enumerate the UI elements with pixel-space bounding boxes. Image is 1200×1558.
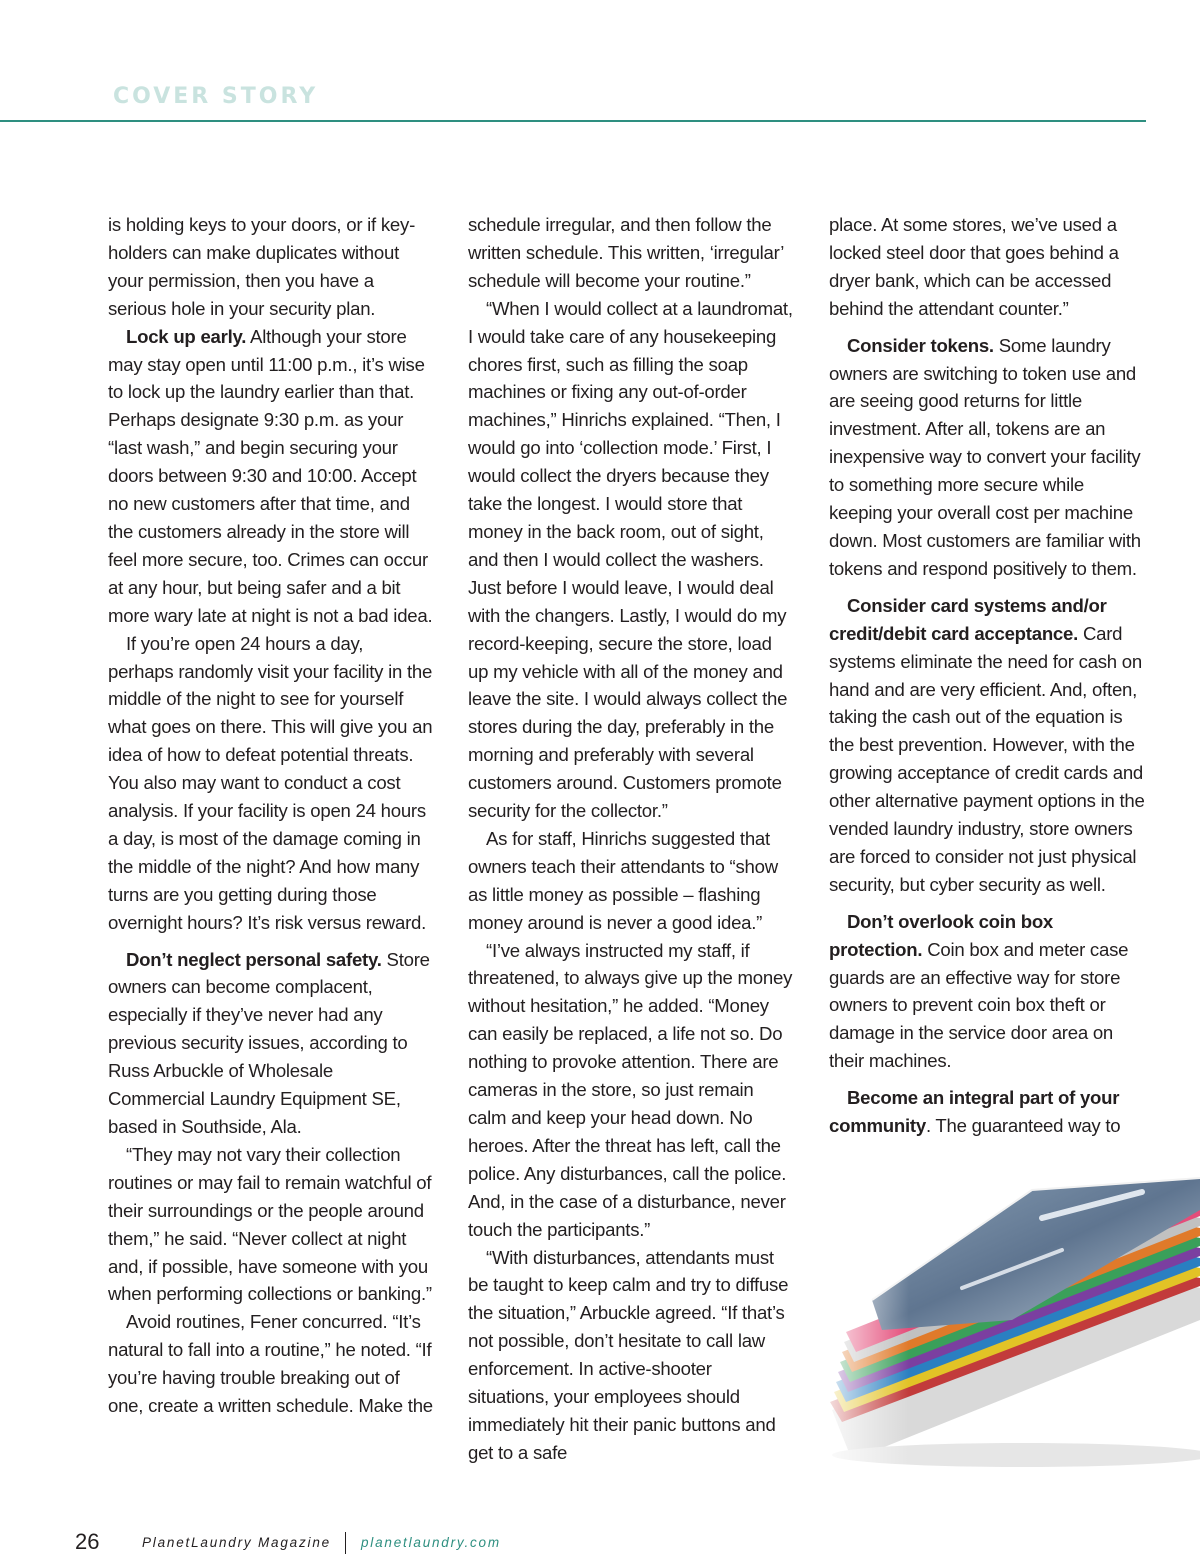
paragraph: Consider tokens. Some laundry owners are switching to token use and are seeing good returns for little investment. After all, tokens are an inexpensive way to convert your facility to something more secure while keeping your overall cost per machine down. Most customers are familiar with tokens and respond positively to them. <box>829 334 1141 579</box>
subhead: Lock up early. <box>126 325 247 347</box>
magazine-name: PlanetLaundry Magazine <box>142 1535 331 1550</box>
paragraph: “When I would collect at a laundromat, I would take care of any housekeeping chores first, such as filling the soap machines or fixing any out-of-order machines,” Hinrichs explained. “Then, I would go into ‘collection mode.’ First, I would collect the dryers because they take the longest. I would store that money in the back room, out of sight, and then I would collect the washers. Just before I would leave, I would deal with the changers. Lastly, I would do my record-keeping, secure the store, load up my vehicle with all of the money and leave the site. I would always collect the stores during the day, preferably in the morning and preferably with several customers around. Customers promote security for the collector.” <box>468 297 793 822</box>
paragraph: Don’t overlook coin box protection. Coin box and meter case guards are an effective way for store owners to prevent coin box theft or damage in the service door area on their machines. <box>829 910 1129 1072</box>
website-link[interactable]: planetlaundry.com <box>361 1535 501 1550</box>
section-label: COVER STORY <box>113 84 319 109</box>
paragraph: place. At some stores, we’ve used a locked steel door that goes behind a dryer bank, which can be accessed behind the attendant counter.” <box>829 214 1119 319</box>
paragraph: Avoid routines, Fener concurred. “It’s natural to fall into a routine,” he noted. “If you’re having trouble breaking out of one, create a written schedule. Make the <box>108 1311 433 1417</box>
page-number: 26 <box>75 1529 100 1554</box>
paragraph: “They may not vary their collection routines or may fail to remain watchful of their surroundings or the people around them,” he said. “Never collect at night and, if possible, have someone with you when performing collections or banking.” <box>108 1143 432 1305</box>
paragraph: Don’t neglect personal safety. Store owners can become complacent, especially if they’ve never had any previous security issues, according to Russ Arbuckle of Wholesale Commercial Laundry Equipment SE, based in Southside, Ala. <box>108 948 430 1137</box>
credit-card-stack-image <box>812 1170 1200 1470</box>
article-column-1 <box>108 211 433 1420</box>
subhead: Become an integral part of your community <box>829 1087 1120 1137</box>
paragraph: schedule irregular, and then follow the written schedule. This written, ‘irregular’ schedule will become your routine.” <box>468 214 784 291</box>
subhead: Consider card systems and/or credit/debit card acceptance. <box>829 594 1107 644</box>
paragraph: is holding keys to your doors, or if key-holders can make duplicates without your permission, then you have a serious hole in your security plan. <box>108 214 416 319</box>
paragraph: “I’ve always instructed my staff, if threatened, to always give up the money without hesitation,” he added. “Money can easily be replaced, a life not so. Do nothing to provoke attention. There are cameras in the store, so just remain calm and keep your head down. No heroes. After the threat has left, call the police. Any disturbances, call the police. And, in the case of a disturbance, never touch the participants.” <box>468 939 793 1240</box>
subhead: Don’t overlook coin box protection. <box>829 910 1054 960</box>
paragraph: Consider card systems and/or credit/debit card acceptance. Card systems eliminate the need for cash on hand and are very efficient. And, often, taking the cash out of the equation is the best prevention. However, with the growing acceptance of credit cards and other alternative payment options in the vended laundry industry, store owners are forced to consider not just physical security, but cyber security as well. <box>829 594 1145 895</box>
article-column-3 <box>829 211 1151 1140</box>
paragraph: As for staff, Hinrichs suggested that owners teach their attendants to “show as little money as possible – flashing money around is never a good idea.” <box>468 827 778 933</box>
subhead: Consider tokens. <box>847 334 994 356</box>
footer-divider <box>345 1532 346 1554</box>
header-divider <box>0 120 1146 122</box>
paragraph: Lock up early. Although your store may stay open until 11:00 p.m., it’s wise to lock up the laundry earlier than that. Perhaps designate 9:30 p.m. as your “last wash,” and begin securing your doors between 9:30 and 10:00. Accept no new customers after that time, and the customers already in the store will feel more secure, too. Crimes can occur at any hour, but being safer and a bit more wary late at night is not a bad idea. <box>108 325 433 626</box>
paragraph: Become an integral part of your community. The guaranteed way to <box>829 1087 1121 1137</box>
paragraph: If you’re open 24 hours a day, perhaps randomly visit your facility in the middle of the night to see for yourself what goes on there. This will give you an idea of how to defeat potential threats. You also may want to conduct a cost analysis. If your facility is open 24 hours a day, is most of the damage coming in the middle of the night? And how many turns are you getting during those overnight hours? It’s risk versus reward. <box>108 632 433 933</box>
article-column-2 <box>468 211 793 1467</box>
subhead: Don’t neglect personal safety. <box>126 948 382 970</box>
paragraph: “With disturbances, attendants must be taught to keep calm and try to diffuse the situation,” Arbuckle agreed. “If that’s not possible, don’t hesitate to call law enforcement. In active-shooter situations, your employees should immediately hit their panic buttons and get to a safe <box>468 1246 789 1463</box>
